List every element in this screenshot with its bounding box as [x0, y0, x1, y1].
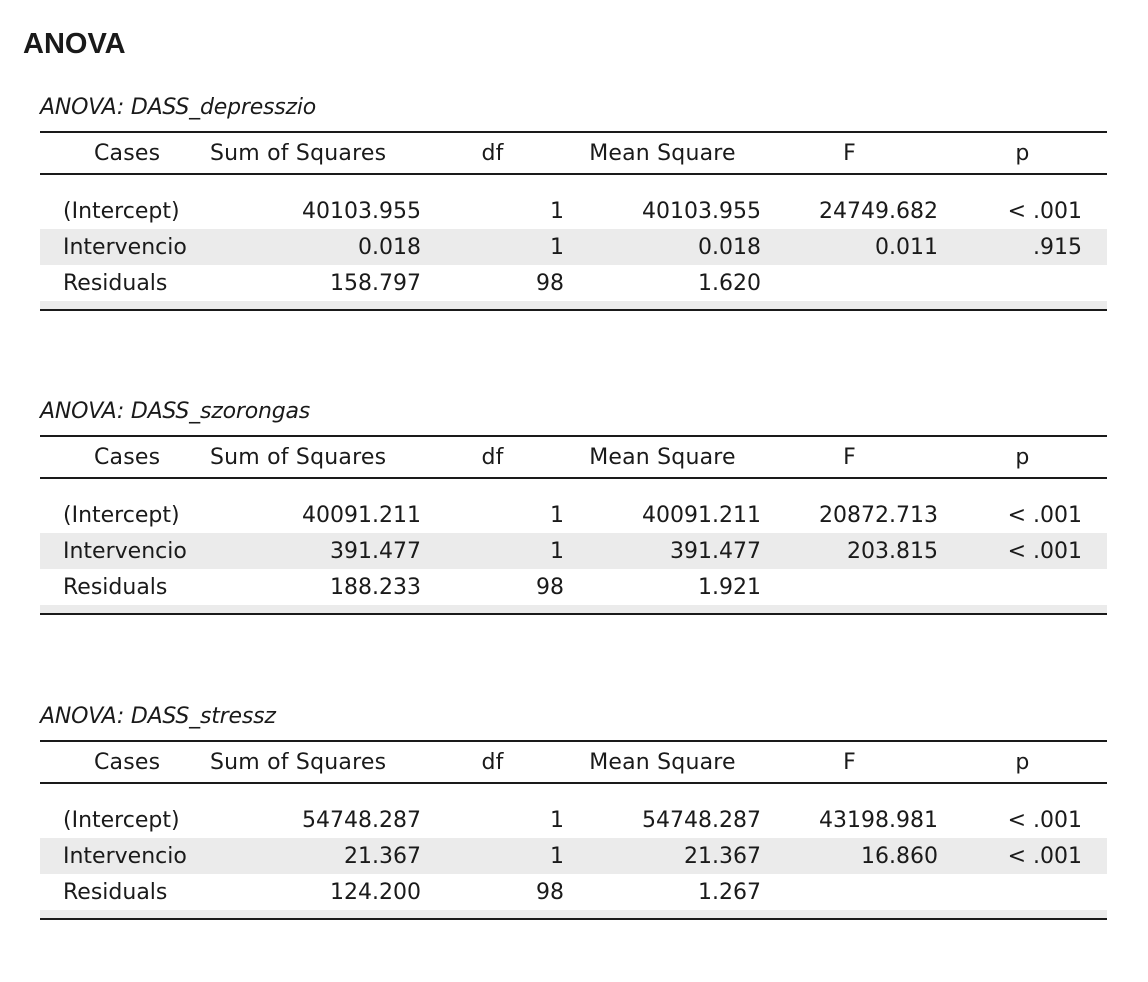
header-cases: Cases	[94, 749, 161, 775]
table-row	[40, 265, 1107, 301]
cell-df: 1	[421, 533, 564, 569]
header-mean-square: Mean Square	[589, 140, 736, 166]
cell-sum-of-squares: 21.367	[210, 838, 421, 874]
cell-mean-square: 1.267	[698, 879, 761, 905]
table-row	[40, 193, 1107, 229]
header-p: p	[1015, 140, 1030, 166]
cell-df: 1	[550, 198, 564, 224]
cell-p: < .001	[1007, 502, 1082, 528]
cell-mean-square: 0.018	[564, 229, 761, 265]
table-row	[40, 533, 1107, 569]
cell-p: < .001	[1007, 198, 1082, 224]
header-sum-of-squares: Sum of Squares	[210, 444, 387, 470]
cell-case: Residuals	[63, 574, 168, 600]
cell-sum-of-squares: 158.797	[330, 270, 421, 296]
cell-p: < .001	[938, 533, 1107, 569]
header-mean-square: Mean Square	[589, 444, 736, 470]
cell-sum-of-squares: 40091.211	[302, 502, 421, 528]
cell-case: Intervencio	[40, 533, 210, 569]
anova-table-szorongas	[40, 435, 1107, 615]
cell-case: (Intercept)	[63, 502, 180, 528]
header-sum-of-squares: Sum of Squares	[210, 749, 387, 775]
cell-case: (Intercept)	[63, 807, 180, 833]
cell-df: 98	[536, 879, 564, 905]
cell-mean-square: 1.620	[698, 270, 761, 296]
header-f: F	[843, 444, 856, 470]
cell-p	[938, 569, 1107, 605]
table-row	[40, 802, 1107, 838]
cell-f: 0.011	[761, 229, 938, 265]
anova-table-stressz	[40, 740, 1107, 920]
header-df: df	[481, 140, 504, 166]
header-df: df	[481, 444, 504, 470]
cell-f: 24749.682	[819, 198, 938, 224]
header-mean-square: Mean Square	[589, 749, 736, 775]
header-df: df	[481, 749, 504, 775]
anova-section-stressz	[40, 704, 1107, 920]
cell-case: Residuals	[63, 270, 168, 296]
cell-sum-of-squares: 40103.955	[302, 198, 421, 224]
header-cases: Cases	[94, 140, 161, 166]
cell-f	[761, 874, 938, 910]
cell-df: 98	[536, 270, 564, 296]
table-row	[40, 569, 1107, 605]
header-f: F	[843, 749, 856, 775]
table-header-row	[40, 132, 1107, 174]
cell-mean-square: 54748.287	[642, 807, 761, 833]
cell-case: Intervencio	[40, 838, 210, 874]
cell-p: < .001	[1007, 807, 1082, 833]
page-title: ANOVA	[23, 28, 126, 60]
cell-sum-of-squares: 0.018	[210, 229, 421, 265]
table-row	[40, 229, 1107, 265]
cell-df: 1	[421, 229, 564, 265]
cell-df: 1	[550, 502, 564, 528]
cell-case: Intervencio	[40, 229, 210, 265]
header-p: p	[1015, 749, 1030, 775]
cell-mean-square: 40091.211	[642, 502, 761, 528]
cell-f	[761, 569, 938, 605]
cell-mean-square: 1.921	[698, 574, 761, 600]
table-caption: ANOVA: DASS_stressz	[40, 704, 276, 729]
header-p: p	[1015, 444, 1030, 470]
table-header-row	[40, 436, 1107, 478]
header-cases: Cases	[94, 444, 161, 470]
cell-sum-of-squares: 188.233	[330, 574, 421, 600]
cell-p	[938, 874, 1107, 910]
table-row	[40, 497, 1107, 533]
table-caption: ANOVA: DASS_szorongas	[40, 399, 311, 424]
cell-case: Residuals	[63, 879, 168, 905]
cell-p	[938, 265, 1107, 301]
cell-f	[761, 265, 938, 301]
cell-df: 98	[536, 574, 564, 600]
anova-section-szorongas	[40, 399, 1107, 615]
cell-mean-square: 40103.955	[642, 198, 761, 224]
cell-df: 1	[421, 838, 564, 874]
cell-mean-square: 391.477	[564, 533, 761, 569]
header-sum-of-squares: Sum of Squares	[210, 140, 387, 166]
cell-f: 43198.981	[819, 807, 938, 833]
cell-sum-of-squares: 391.477	[210, 533, 421, 569]
table-header-row	[40, 741, 1107, 783]
table-caption: ANOVA: DASS_depresszio	[40, 95, 317, 120]
cell-mean-square: 21.367	[564, 838, 761, 874]
anova-section-depresszio	[40, 95, 1107, 311]
cell-sum-of-squares: 54748.287	[302, 807, 421, 833]
cell-f: 16.860	[761, 838, 938, 874]
cell-case: (Intercept)	[63, 198, 180, 224]
table-row	[40, 838, 1107, 874]
cell-p: < .001	[938, 838, 1107, 874]
cell-f: 20872.713	[819, 502, 938, 528]
anova-table-depresszio	[40, 131, 1107, 311]
cell-p: .915	[938, 229, 1107, 265]
cell-f: 203.815	[761, 533, 938, 569]
header-f: F	[843, 140, 856, 166]
table-row	[40, 874, 1107, 910]
cell-sum-of-squares: 124.200	[330, 879, 421, 905]
cell-df: 1	[550, 807, 564, 833]
